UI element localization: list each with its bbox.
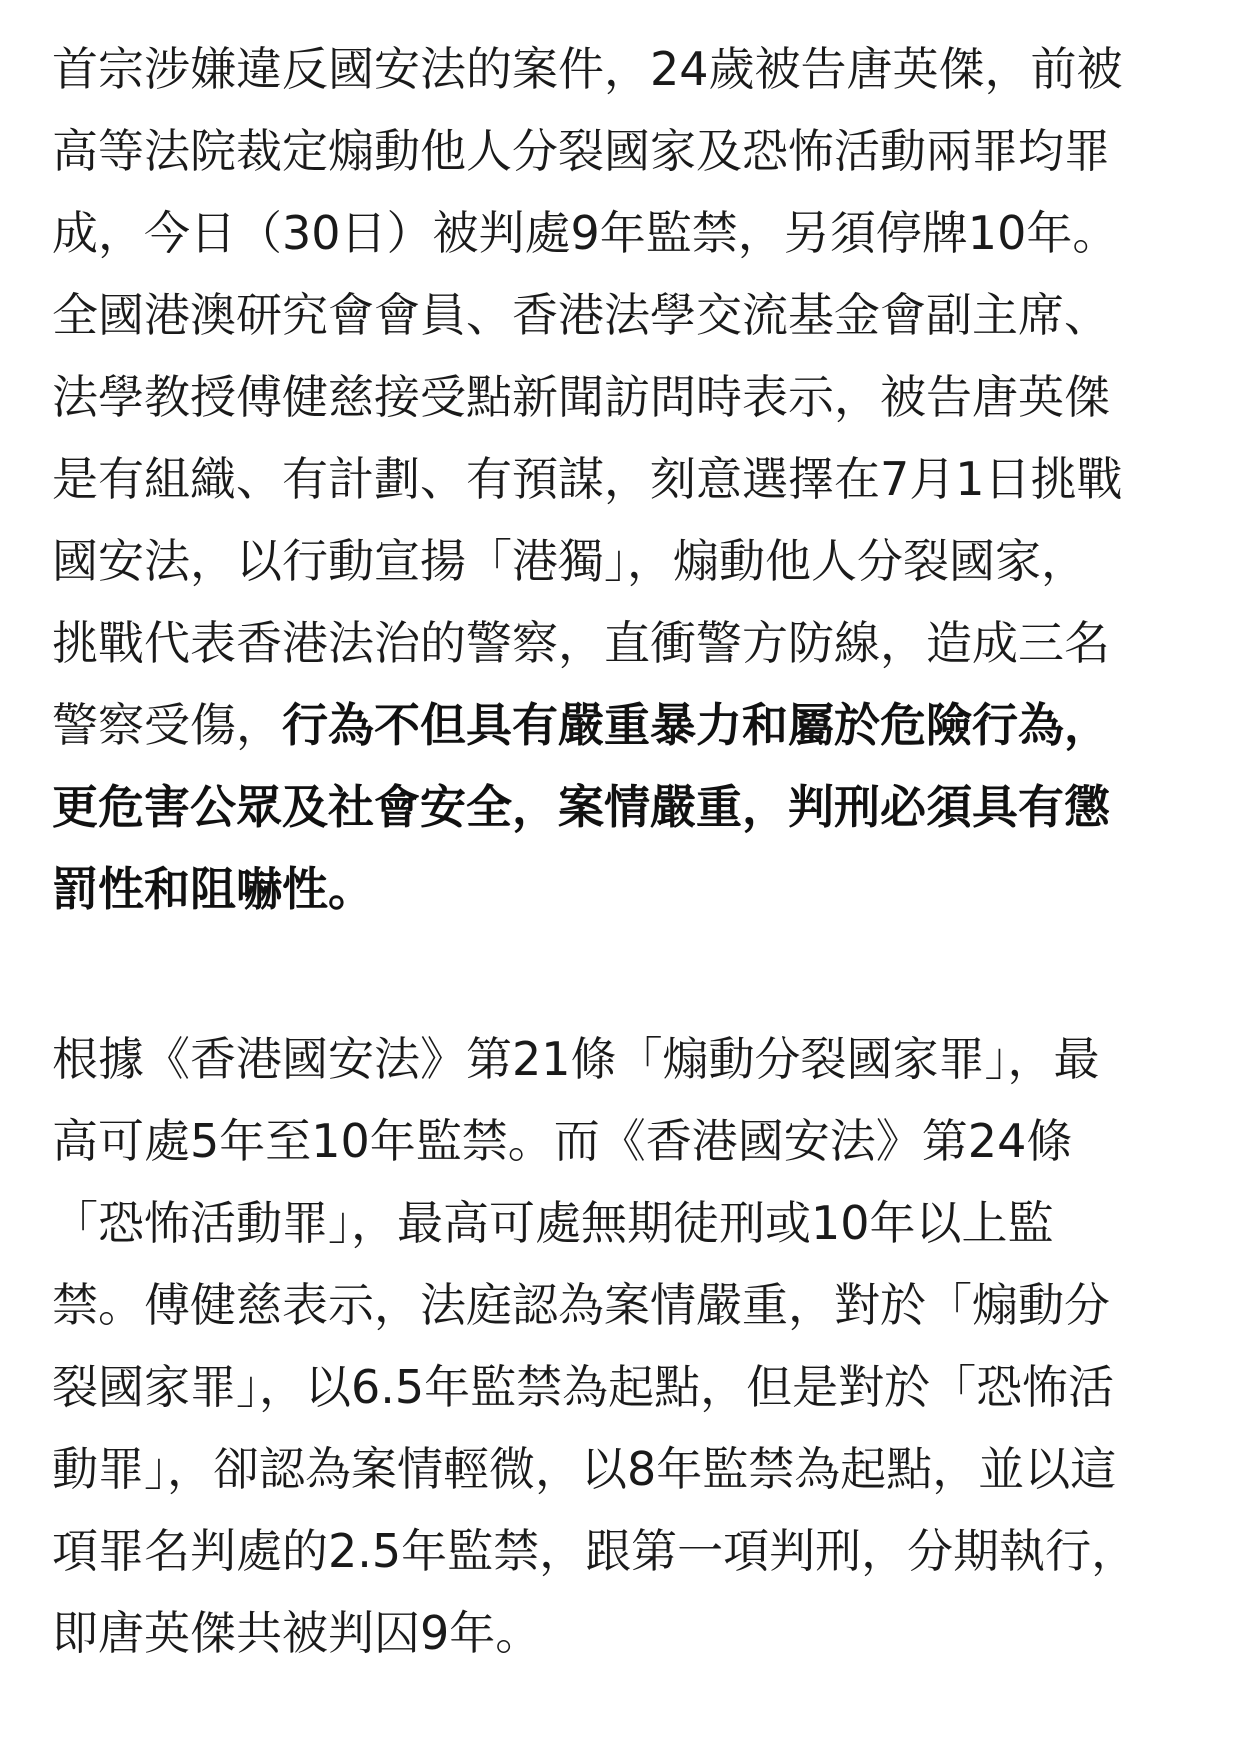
paragraph-line: 成，今日（30日）被判處9年監禁，另須停牌10年。 bbox=[52, 206, 1119, 260]
paragraph-line: 項罪名判處的2.5年監禁，跟第一項判刑，分期執行， bbox=[52, 1524, 1138, 1578]
regular-text: 警察受傷， bbox=[52, 698, 282, 752]
paragraph-line: 全國港澳研究會會員、香港法學交流基金會副主席、 bbox=[52, 288, 1110, 342]
paragraph-line: 高可處5年至10年監禁。而《香港國安法》第24條 bbox=[52, 1114, 1073, 1168]
emphasis-line: 更危害公眾及社會安全，案情嚴重，判刑必須具有懲 bbox=[52, 780, 1110, 834]
paragraph-line: 根據《香港國安法》第21條「煽動分裂國家罪」，最 bbox=[52, 1032, 1100, 1086]
paragraph-line: 「恐怖活動罪」，最高可處無期徒刑或10年以上監 bbox=[52, 1196, 1054, 1250]
paragraph-1 bbox=[52, 28, 1192, 930]
paragraph-line: 法學教授傅健慈接受點新聞訪問時表示，被告唐英傑 bbox=[52, 370, 1110, 424]
paragraph-line: 裂國家罪」，以6.5年監禁為起點，但是對於「恐怖活 bbox=[52, 1360, 1115, 1414]
paragraph-line: 動罪」，卻認為案情輕微，以8年監禁為起點，並以這 bbox=[52, 1442, 1117, 1496]
paragraph-spacer bbox=[52, 930, 1192, 1018]
emphasis-line: 罰性和阻嚇性。 bbox=[52, 862, 374, 916]
paragraph-line: 高等法院裁定煽動他人分裂國家及恐怖活動兩罪均罪 bbox=[52, 124, 1110, 178]
paragraph-line: 挑戰代表香港法治的警察，直衝警方防線，造成三名 bbox=[52, 616, 1110, 670]
paragraph-line: 禁。傅健慈表示，法庭認為案情嚴重，對於「煽動分 bbox=[52, 1278, 1110, 1332]
paragraph-line: 首宗涉嫌違反國安法的案件，24歲被告唐英傑，前被 bbox=[52, 42, 1123, 96]
paragraph-line-mixed bbox=[52, 684, 1192, 766]
article-body bbox=[52, 28, 1192, 1674]
paragraph-2 bbox=[52, 1018, 1192, 1674]
paragraph-line: 即唐英傑共被判囚9年。 bbox=[52, 1606, 542, 1660]
paragraph-line: 是有組織、有計劃、有預謀，刻意選擇在7月1日挑戰 bbox=[52, 452, 1123, 506]
paragraph-line: 國安法，以行動宣揚「港獨」，煽動他人分裂國家， bbox=[52, 534, 1087, 588]
emphasis-text: 行為不但具有嚴重暴力和屬於危險行為， bbox=[282, 698, 1110, 752]
